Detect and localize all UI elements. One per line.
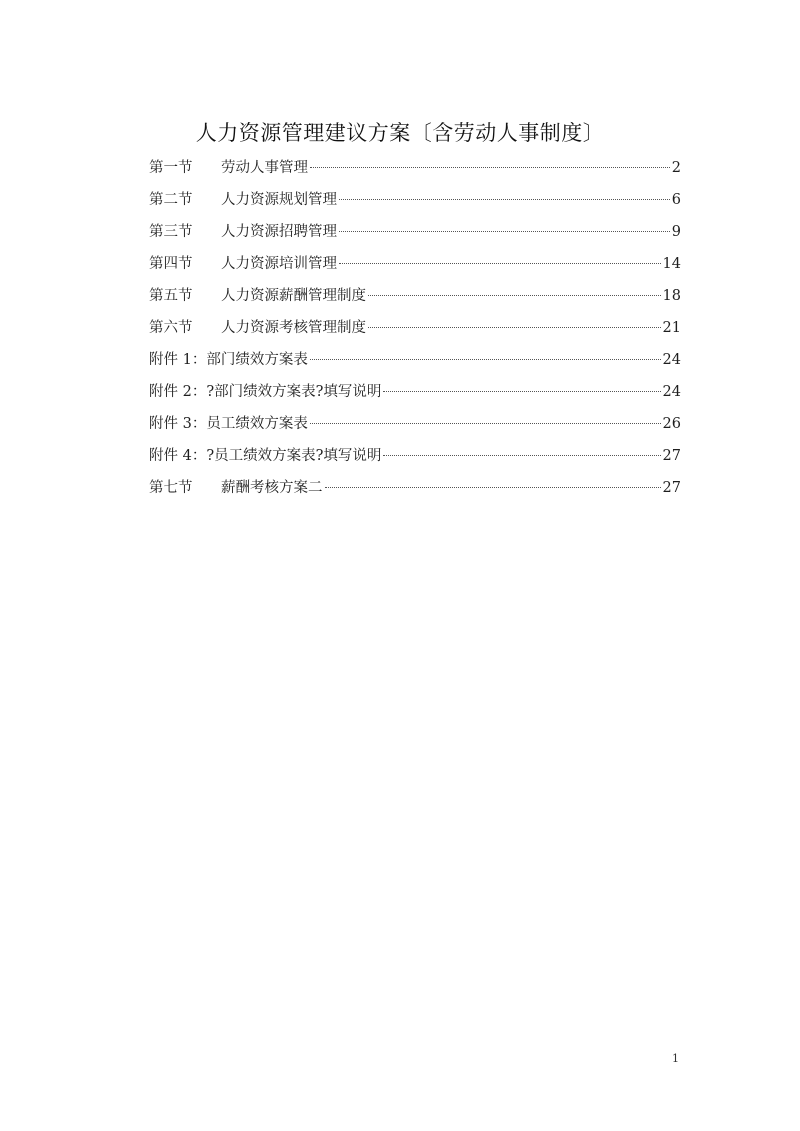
toc-entry-page: 24 bbox=[662, 384, 681, 400]
toc-entry[interactable] bbox=[149, 380, 681, 412]
toc-entry-title: 薪酬考核方案二 bbox=[221, 480, 323, 496]
toc-dot-leader bbox=[383, 391, 660, 392]
toc-entry-label: 第一节 bbox=[149, 160, 193, 176]
toc-entry[interactable] bbox=[149, 444, 681, 476]
toc-entry-label: 第五节 bbox=[149, 288, 193, 304]
toc-entry-page: 21 bbox=[662, 320, 681, 336]
toc-entry-page: 24 bbox=[662, 352, 681, 368]
toc-dot-leader bbox=[383, 455, 660, 456]
toc-dot-leader bbox=[310, 359, 661, 360]
toc-entry-title: 人力资源招聘管理 bbox=[221, 224, 337, 240]
toc-dot-leader bbox=[368, 327, 661, 328]
toc-entry-title: 劳动人事管理 bbox=[221, 160, 308, 176]
toc-dot-leader bbox=[310, 423, 661, 424]
toc-entry[interactable] bbox=[149, 476, 681, 508]
table-of-contents bbox=[149, 156, 681, 508]
toc-entry-title: 人力资源考核管理制度 bbox=[221, 320, 366, 336]
toc-dot-leader bbox=[339, 199, 670, 200]
toc-entry[interactable] bbox=[149, 188, 681, 220]
toc-entry-page: 26 bbox=[662, 416, 681, 432]
toc-entry-page: 6 bbox=[671, 192, 681, 208]
toc-entry-label: 附件 4： bbox=[149, 448, 207, 464]
toc-entry-title: 人力资源培训管理 bbox=[221, 256, 337, 272]
toc-entry-label: 附件 3： bbox=[149, 416, 207, 432]
toc-entry-title: 人力资源规划管理 bbox=[221, 192, 337, 208]
toc-entry-title: 部门绩效方案表 bbox=[206, 352, 308, 368]
toc-entry-title: 员工绩效方案表 bbox=[206, 416, 308, 432]
toc-entry[interactable] bbox=[149, 316, 681, 348]
toc-entry-label: 第四节 bbox=[149, 256, 193, 272]
toc-dot-leader bbox=[310, 167, 670, 168]
toc-entry-title: 人力资源薪酬管理制度 bbox=[221, 288, 366, 304]
toc-entry-page: 27 bbox=[662, 448, 681, 464]
toc-entry[interactable] bbox=[149, 284, 681, 316]
toc-entry-page: 9 bbox=[671, 224, 681, 240]
toc-entry-page: 2 bbox=[671, 160, 681, 176]
toc-dot-leader bbox=[339, 263, 661, 264]
toc-entry-title: ?员工绩效方案表?填写说明 bbox=[206, 448, 382, 464]
toc-entry-label: 附件 2： bbox=[149, 384, 207, 400]
toc-entry-label: 第七节 bbox=[149, 480, 193, 496]
toc-entry-page: 27 bbox=[662, 480, 681, 496]
toc-entry-label: 第三节 bbox=[149, 224, 193, 240]
toc-entry-label: 第二节 bbox=[149, 192, 193, 208]
toc-entry[interactable] bbox=[149, 252, 681, 284]
toc-dot-leader bbox=[339, 231, 670, 232]
toc-entry-label: 第六节 bbox=[149, 320, 193, 336]
page-number: 1 bbox=[672, 1052, 679, 1065]
toc-entry[interactable] bbox=[149, 156, 681, 188]
toc-entry[interactable] bbox=[149, 220, 681, 252]
toc-entry-label: 附件 1： bbox=[149, 352, 207, 368]
toc-entry-page: 14 bbox=[662, 256, 681, 272]
toc-dot-leader bbox=[325, 487, 661, 488]
toc-entry[interactable] bbox=[149, 412, 681, 444]
toc-dot-leader bbox=[368, 295, 661, 296]
toc-entry-title: ?部门绩效方案表?填写说明 bbox=[206, 384, 382, 400]
toc-entry[interactable] bbox=[149, 348, 681, 380]
document-title: 人力资源管理建议方案〔含劳动人事制度〕 bbox=[195, 121, 605, 145]
toc-entry-page: 18 bbox=[662, 288, 681, 304]
